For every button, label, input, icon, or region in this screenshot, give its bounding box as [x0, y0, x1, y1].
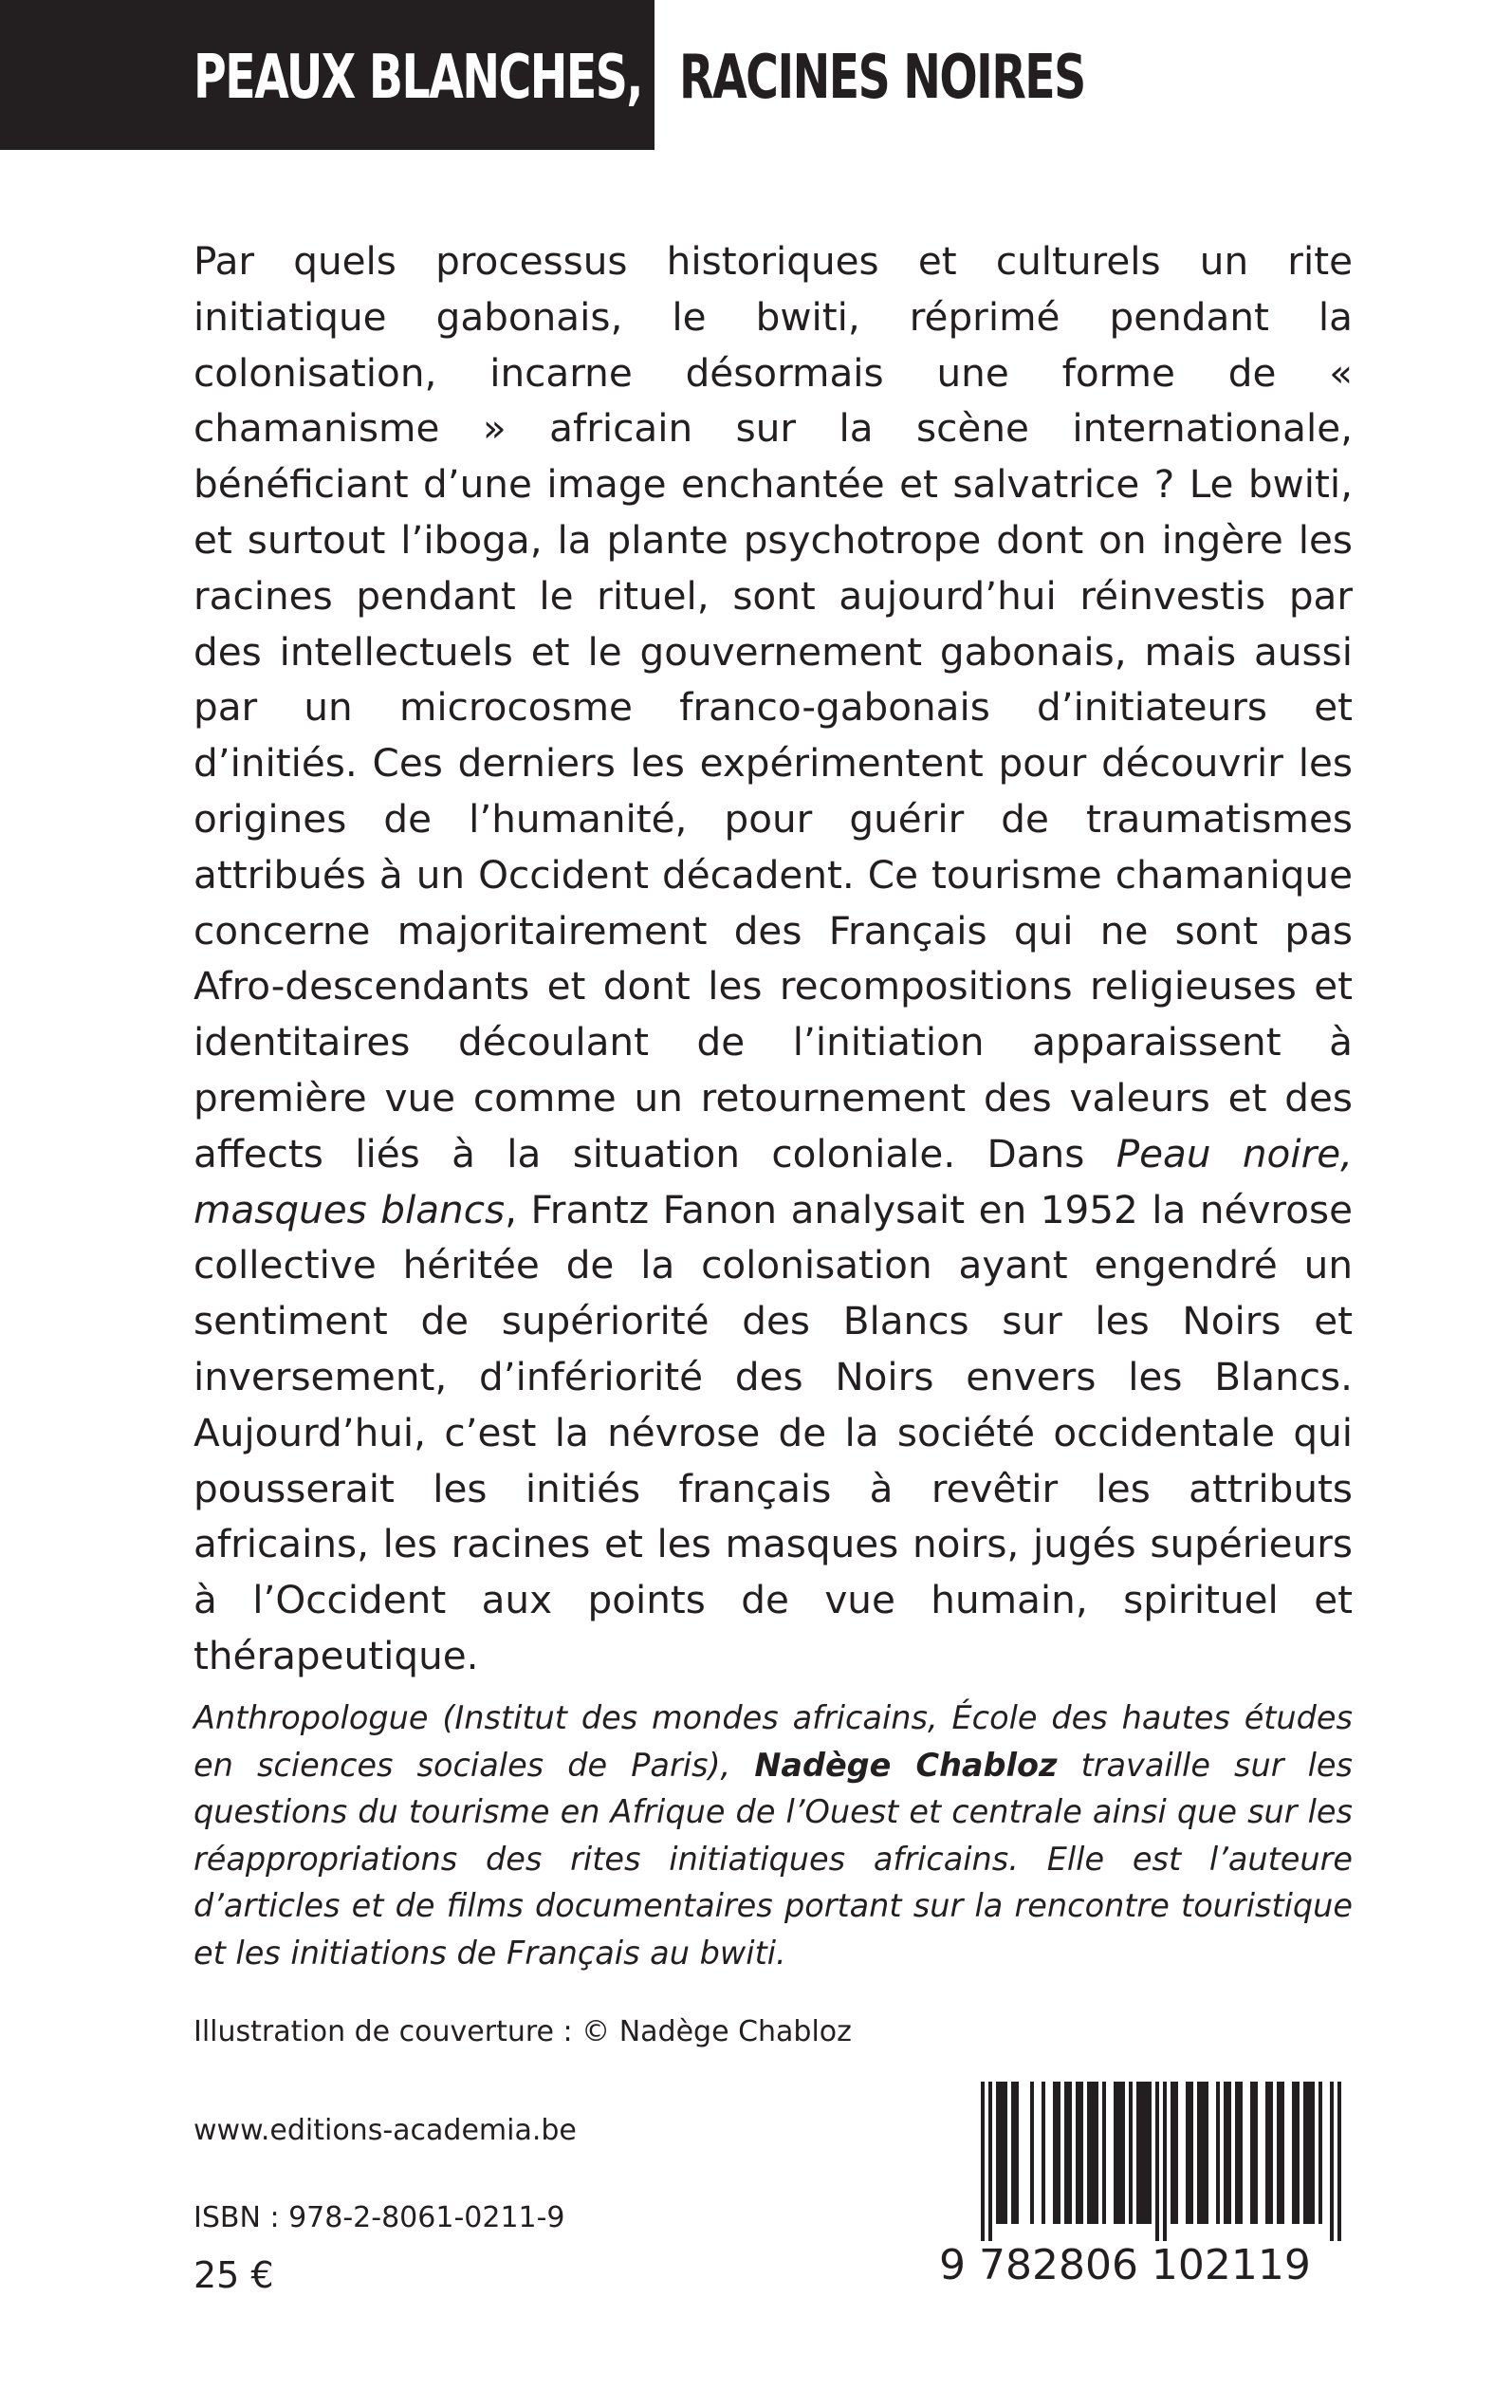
barcode-bar [1140, 2082, 1144, 2224]
barcode-bar [1155, 2082, 1159, 2241]
title-part-1: PEAUX BLANCHES, [194, 43, 642, 113]
barcode-bar [1201, 2082, 1205, 2224]
barcode-bar [1216, 2082, 1220, 2224]
barcode-bar [1330, 2082, 1334, 2241]
barcode-bar [1307, 2082, 1311, 2224]
barcode-bar [1068, 2082, 1072, 2224]
barcode-bar [1091, 2082, 1095, 2224]
barcode-bar [1102, 2082, 1106, 2224]
barcode-bar [1079, 2082, 1083, 2224]
barcode-bar [1076, 2082, 1079, 2224]
barcode-bar [1087, 2082, 1091, 2224]
barcode-digits: 9 782806 102119 [939, 2241, 1311, 2289]
title-banner [0, 0, 1512, 150]
barcode-bars [939, 2082, 1353, 2243]
barcode-bar [1053, 2082, 1057, 2224]
barcode-bar [1227, 2082, 1231, 2224]
barcode-bar [1318, 2082, 1322, 2224]
illustration-credit: Illustration de couverture : © Nadège Chabloz [194, 2015, 852, 2048]
barcode-bar [988, 2082, 992, 2241]
isbn: ISBN : 978-2-8061-0211-9 [194, 2201, 565, 2234]
barcode-bar [1205, 2082, 1208, 2224]
barcode-bar [1311, 2082, 1315, 2224]
barcode-bar [1239, 2082, 1243, 2224]
barcode-bar [1121, 2082, 1125, 2224]
barcode-bar [996, 2082, 1000, 2224]
barcode-bar [1015, 2082, 1019, 2224]
barcode-bar [1148, 2082, 1152, 2224]
barcode-bar [1004, 2082, 1007, 2224]
barcode-bar [1265, 2082, 1269, 2224]
barcode-bar [1269, 2082, 1273, 2224]
barcode-bar [1095, 2082, 1098, 2224]
barcode-bar [1064, 2082, 1068, 2224]
summary-text [194, 233, 1353, 1684]
barcode-bar [1235, 2082, 1239, 2224]
barcode-bar [1250, 2082, 1254, 2224]
barcode-bar [1303, 2082, 1307, 2224]
summary-text-start: Par quels processus historiques et culturels un rite initiatique gabonais, le bwiti, réprimé pendant la colonisation, incarne désormais une forme de « chamanisme » africain sur la scène internationale, bénéficiant d’une image enchantée et salvatrice ? Le bwiti, et surtout l’iboga, la plante psychotrope dont on ingère les racines pendant le rituel, sont aujourd’hui réinvestis par des intellectuels et le gouvernement gabonais, mais aussi par un microcosme franco-gabonais d’initiateurs et d’initiés. Ces derniers les expérimentent pour découvrir les origines de l’humanité, pour guérir de traumatismes attribués à un Occident décadent. Ce tourisme chamanique concerne majoritairement des Français qui ne sont pas Afro-descendants et dont les recompositions religieuses et identitaires découlant de l’initiation apparaissent à première vue comme un retournement des valeurs et des affects liés à la situation coloniale. Dans [194, 238, 1353, 1176]
barcode-bar [1114, 2082, 1117, 2224]
barcode-bar [1129, 2082, 1133, 2224]
barcode-bar [1171, 2082, 1174, 2224]
title-part-2: RACINES NOIRES [679, 43, 1085, 113]
author-bio [194, 1695, 1353, 1976]
barcode-bar [1136, 2082, 1140, 2224]
barcode-bar [1030, 2082, 1034, 2224]
barcode-bar [1000, 2082, 1004, 2224]
barcode-bar [1189, 2082, 1193, 2224]
barcode-bar [1224, 2082, 1227, 2224]
summary-book-title: Peau noire, masques blancs [194, 1130, 1354, 1232]
summary-paragraph [194, 233, 1353, 1684]
barcode-bar [1163, 2082, 1167, 2241]
author-name: Nadège Chabloz [754, 1746, 1058, 1784]
publisher-website: www.editions-academia.be [194, 2114, 577, 2147]
bio-text-start: Anthropologue (Institut des mondes africains, École des hautes études en sciences sociales de Paris), [194, 1699, 1353, 1784]
barcode-bar [1254, 2082, 1258, 2224]
barcode-bar [1296, 2082, 1300, 2224]
barcode-bar [1281, 2082, 1284, 2224]
barcode-bar [1117, 2082, 1121, 2224]
summary-text-end: , Frantz Fanon analysait en 1952 la névrose collective héritée de la colonisation ayant engendré un sentiment de supériorité des Blancs sur les Noirs et inversement, d’infériorité des Noirs envers les Blancs. Aujourd’hui, c’est la névrose de la société occidentale qui pousserait les initiés français à revêtir les attributs africains, les racines et les masques noirs, jugés supérieurs à l’Occident aux points de vue humain, spirituel et thérapeutique. [194, 1186, 1353, 1678]
price: 25 € [194, 2254, 274, 2296]
barcode-bar [1197, 2082, 1201, 2224]
bio-text-end: travaille sur les questions du tourisme en Afrique de l’Ouest et centrale ainsi que sur les réappropriations des rites initiatiques africains. Elle est l’auteure d’articles et de films documentaires portant sur la rencontre touristique et les initiations de Français au bwiti. [194, 1746, 1353, 1972]
barcode-bar [1277, 2082, 1281, 2224]
barcode-bar [1186, 2082, 1189, 2224]
barcode [939, 2082, 1353, 2295]
barcode-bar [1042, 2082, 1045, 2224]
barcode-bar [1292, 2082, 1296, 2224]
barcode-bar [1011, 2082, 1015, 2224]
barcode-bar [1174, 2082, 1178, 2224]
barcode-bar [1057, 2082, 1060, 2224]
barcode-bar [1144, 2082, 1148, 2224]
barcode-bar [1337, 2082, 1341, 2241]
barcode-bar [981, 2082, 985, 2241]
